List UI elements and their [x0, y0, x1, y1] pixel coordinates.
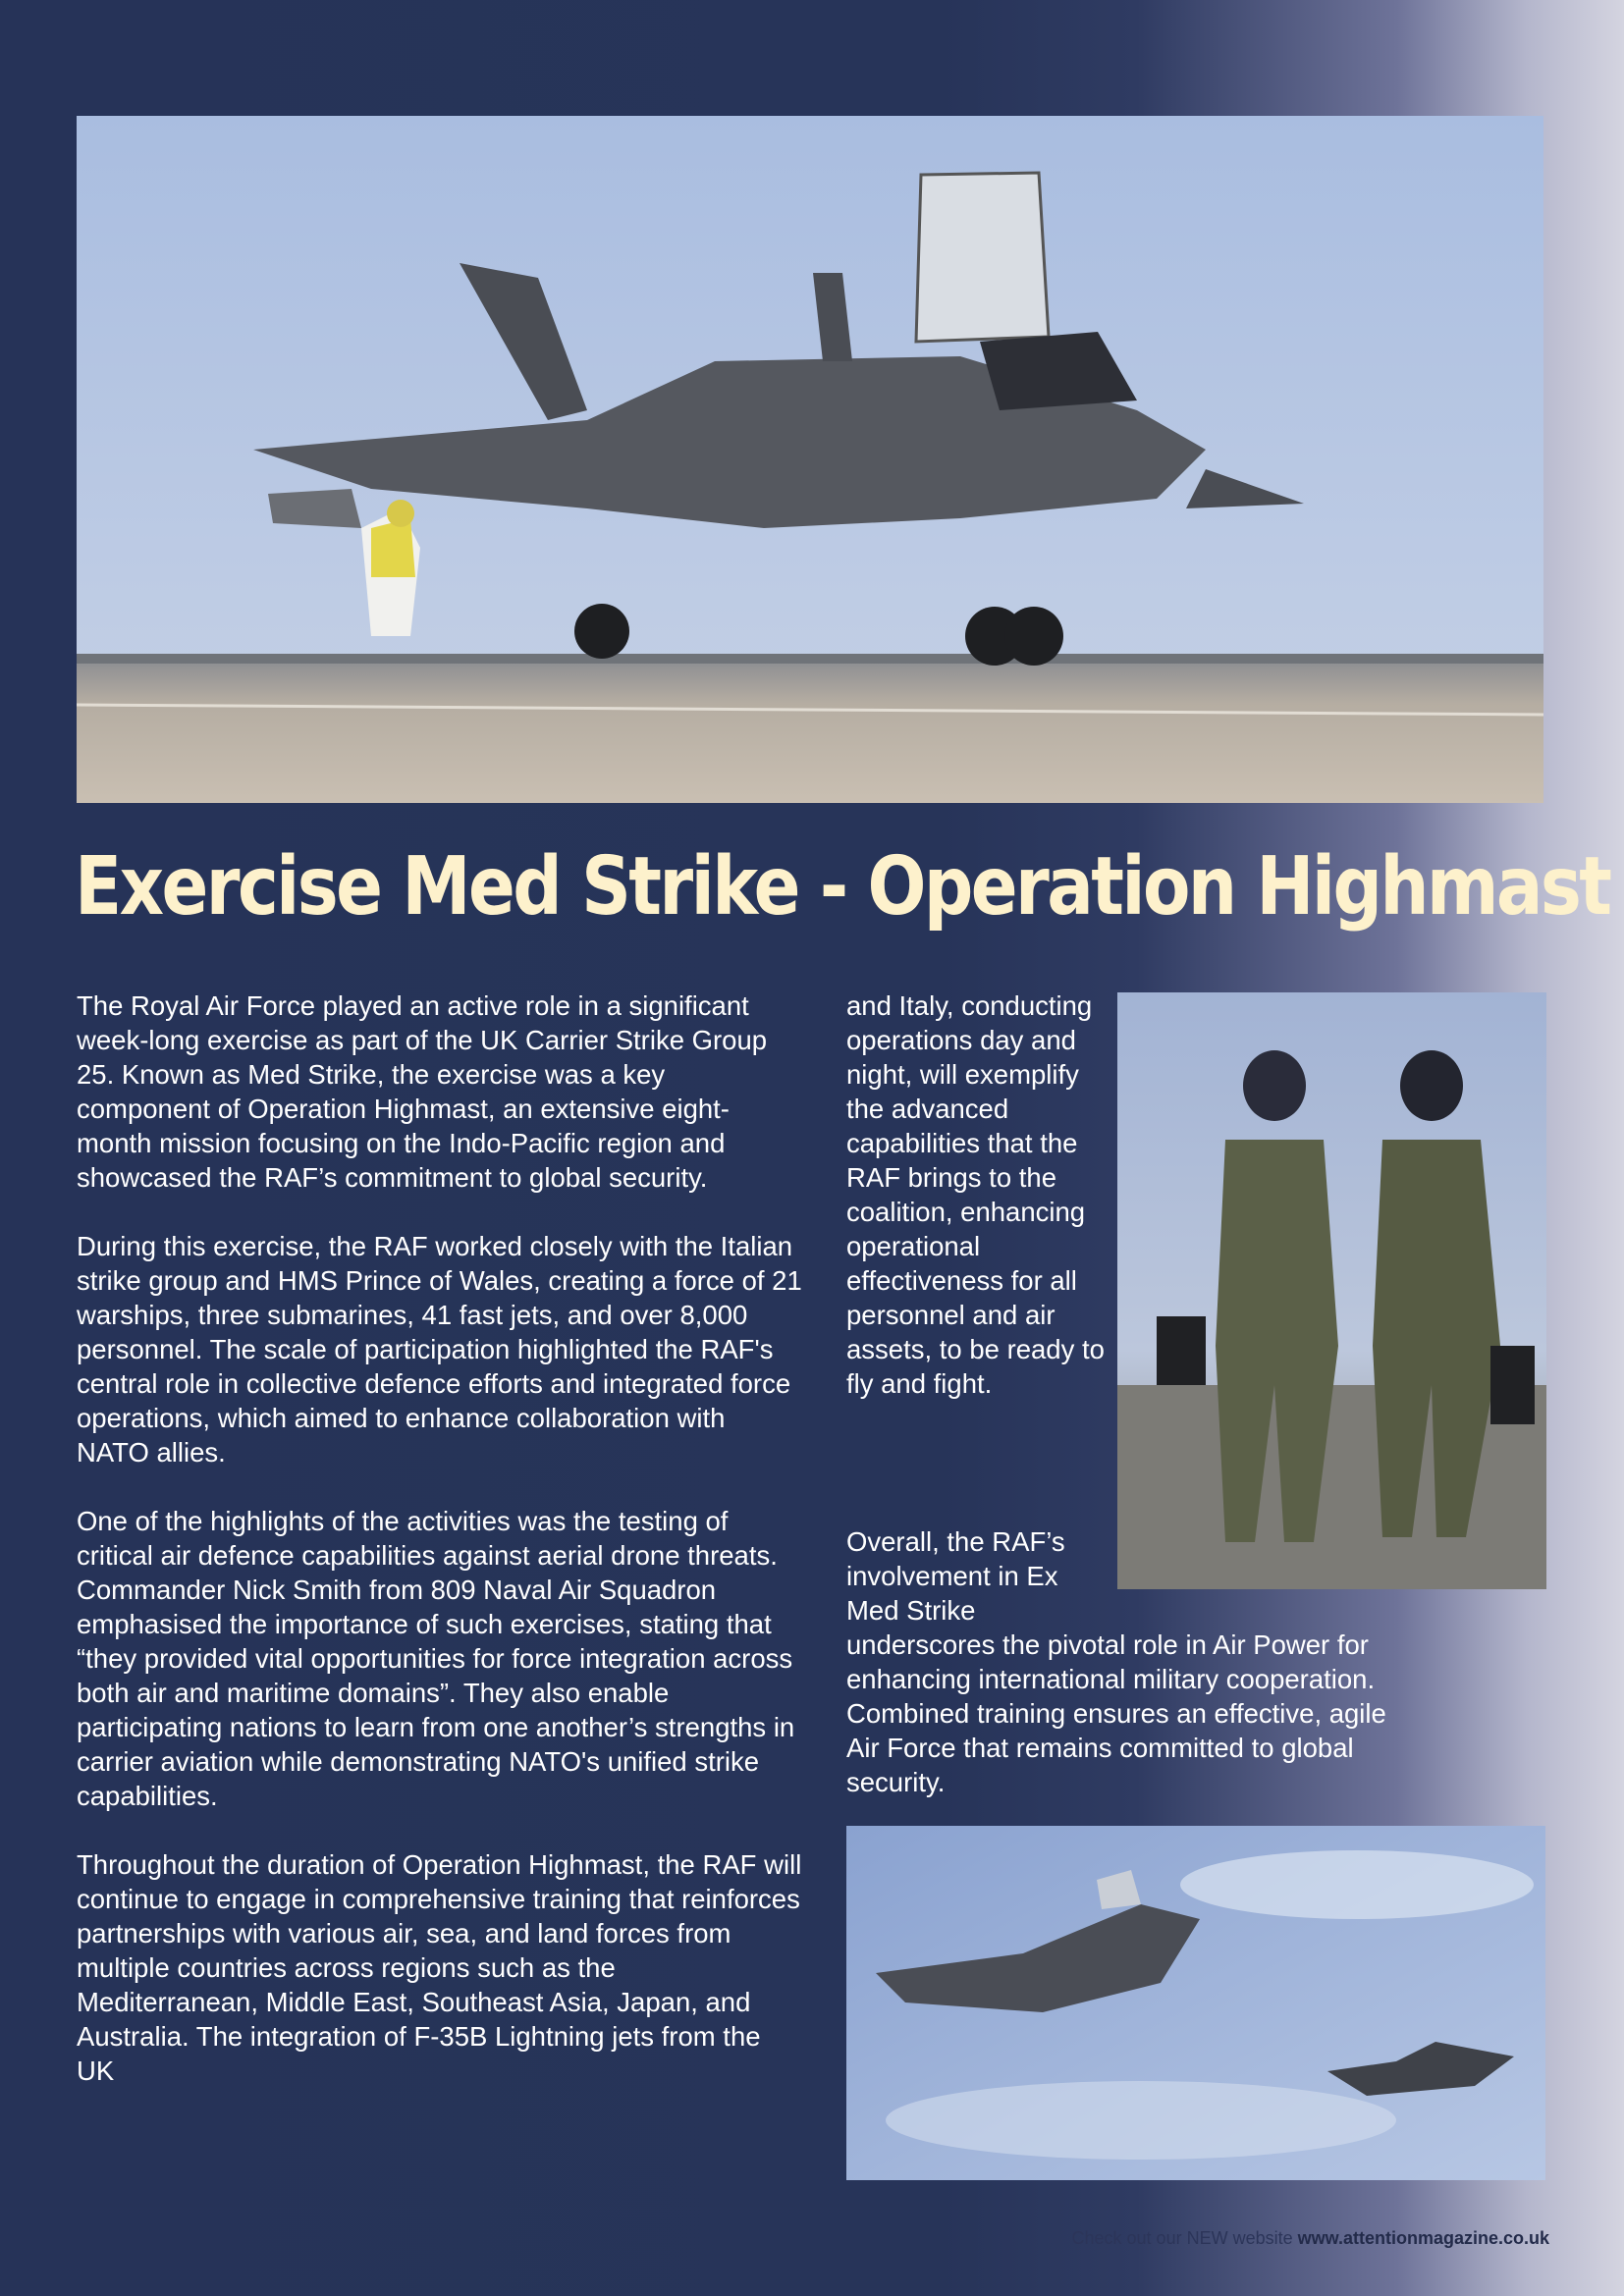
hero-photo-f35-carrier-deck — [77, 116, 1543, 803]
paragraph-conclusion-start: Overall, the RAF’s involvement in Ex Med Strike — [846, 1526, 1065, 1626]
paragraph-exercise-scale: During this exercise, the RAF worked closely with the Italian strike group and HMS Prince of Wales, creating a force of 21 warships, three submarines, 41 fast jets, and over 8,000 personnel. The scale of participation highlighted the RAF's central role in collective defence efforts and integrated force operations, which aimed to enhance collaboration with NATO allies. — [77, 1231, 802, 1468]
footer-website-link[interactable]: www.attentionmagazine.co.uk — [1297, 2228, 1549, 2248]
footer-text: Check out our NEW website — [1071, 2228, 1293, 2248]
paragraph-conclusion-rest: underscores the pivotal role in Air Power for enhancing international military cooperation. Combined training ensures an effective, agile Air Force that remains committed to global security. — [846, 1629, 1386, 1797]
pilots-photo — [1117, 992, 1546, 1589]
article-title: Exercise Med Strike - Operation Highmast — [75, 840, 1610, 934]
paragraph-highmast: Throughout the duration of Operation Highmast, the RAF will continue to engage in comprehensive training that reinforces partnerships with various air, sea, and land forces from multiple countries across regions such as the Mediterranean, Middle East, Southeast Asia, Japan, and Australia. The integration of F-35B Lightning jets from the UK — [77, 1849, 802, 2086]
left-column — [77, 988, 803, 2122]
paragraph-intro: The Royal Air Force played an active role in a significant week-long exercise as part of the UK Carrier Strike Group 25. Known as Med Strike, the exercise was a key component of Operation Highmast, an extensive eight-month mission focusing on the Indo-Pacific region and showcased the RAF’s commitment to global security. — [77, 990, 768, 1193]
paragraph-continued: and Italy, conducting operations day and night, will exemplify the advanced capabilities that the RAF brings to the coalition, enhancing operational effectiveness for all personnel and air assets, to be ready to fly and fight. — [846, 990, 1105, 1399]
paragraph-air-defence: One of the highlights of the activities was the testing of critical air defence capabilities against aerial drone threats. Commander Nick Smith from 809 Naval Air Squadron emphasised the importance of such exercises, stating that “they provided vital opportunities for force integration across both air and maritime domains”. They also enable participating nations to learn from one another’s strengths in carrier aviation while demonstrating NATO's unified strike capabilities. — [77, 1506, 795, 1811]
footer-website-note — [1072, 2228, 1549, 2249]
jets-in-flight-photo — [846, 1826, 1545, 2180]
